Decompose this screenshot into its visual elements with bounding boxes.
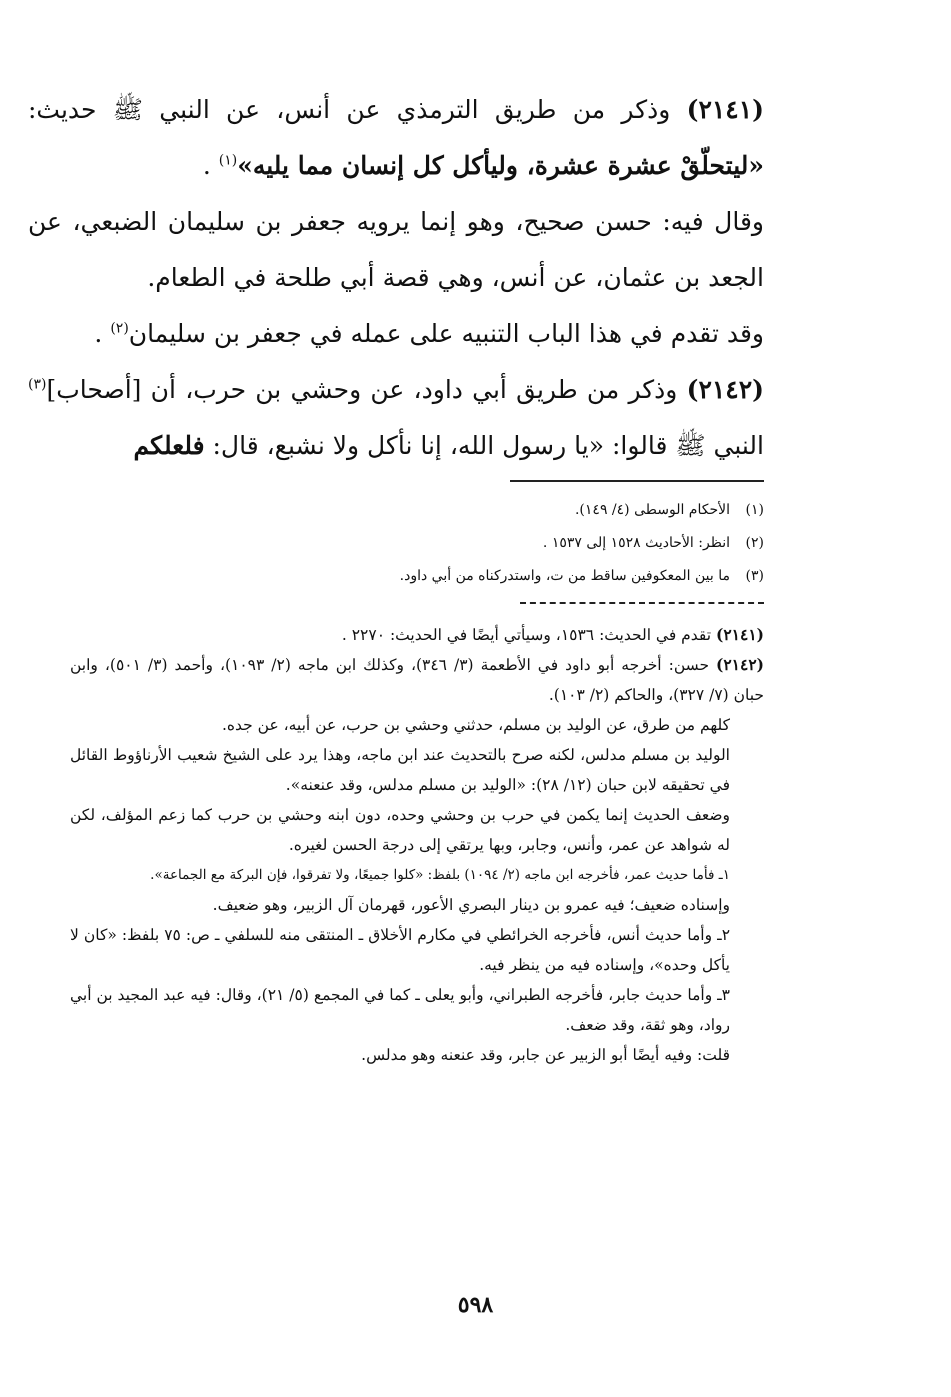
footnotes: [360, 494, 764, 593]
footnote-number: (٢): [745, 535, 764, 551]
footnote-number: (٣): [745, 568, 764, 584]
footnote-ref: (٣): [28, 376, 47, 393]
hadith-number: (٢١٤٢): [686, 375, 764, 404]
hadith-number: (٢١٤١): [686, 95, 764, 124]
footnote-text: انظر: الأحاديث ١٥٢٨ إلى ١٥٣٧ .: [542, 535, 730, 551]
commentary-line: الوليد بن مسلم مدلس، لكنه صرح بالتحديث عند ابن ماجه، وهذا يرد على الشيخ شعيب الأرناؤوط القائل في تحقيقه لابن حبان (١٢/ ٢٨): «الوليد بن مسلم مدلس، وقد عنعنه».: [70, 746, 730, 794]
footnote: [360, 560, 764, 593]
footnote-text: ما بين المعكوفين ساقط من ت، واستدركناه من أبي داود.: [399, 568, 730, 584]
commentary-line: ١ـ فأما حديث عمر، فأخرجه ابن ماجه (٢/ ١٠٩٤) بلفظ: «كلوا جميعًا، ولا تفرقوا، فإن البركة مع الجماعة».: [150, 867, 730, 883]
commentary-line: وضعف الحديث إنما يكمن في حرب بن وحشي وحده، دون ابنه وحشي بن حرب كما زعم المؤلف، لكن له شواهد عن عمر، وأنس، وجابر، وبها يرتقي إلى درجة الحسن لغيره.: [70, 806, 730, 854]
hadith-2142: [28, 362, 764, 474]
hadith-2141: [28, 82, 764, 194]
hadith-quote: «ليتحلّقْ عشرة عشرة، وليأكل كل إنسان مما يليه»: [237, 151, 764, 180]
commentary-line: وإسناده ضعيف؛ فيه عمرو بن دينار البصري الأعور، قهرمان آل الزبير، وهو ضعيف.: [212, 896, 730, 914]
punctuation: .: [202, 151, 219, 180]
footnote: [360, 527, 764, 560]
commentary-item: [70, 650, 764, 710]
commentary-item: [70, 620, 764, 650]
paragraph-text: وقد تقدم في هذا الباب التنبيه على عمله في جعفر بن سليمان: [128, 319, 764, 348]
commentary-number: (٢١٤٢): [716, 655, 765, 674]
commentary-text: حسن: أخرجه أبو داود في الأطعمة (٣/ ٣٤٦)، وكذلك ابن ماجه (٢/ ١٠٩٣)، وأحمد (٣/ ٥٠١)، وابن حبان (٧/ ٣٢٧)، والحاكم (٢/ ١٠٣).: [70, 656, 764, 704]
footnote-text: الأحكام الوسطى (٤/ ١٤٩).: [574, 502, 730, 518]
hadith-quote: فلعلكم: [133, 431, 205, 460]
commentary-line: ٣ـ وأما حديث جابر، فأخرجه الطبراني، وأبو يعلى ـ كما في المجمع (٥/ ٢١)، وقال: فيه عبد المجيد بن أبي رواد، وهو ثقة، وقد ضعف.: [70, 986, 730, 1034]
page-number: ٥٩٨: [457, 1292, 494, 1318]
commentary-line: قلت: وفيه أيضًا أبو الزبير عن جابر، وقد عنعنه وهو مدلس.: [361, 1046, 730, 1064]
footnote-number: (١): [745, 502, 764, 518]
footnote-ref: (٢): [110, 320, 129, 337]
footnote-divider: [510, 480, 764, 482]
punctuation: .: [94, 319, 111, 348]
commentary: [70, 620, 764, 1070]
commentary-number: (٢١٤١): [716, 625, 764, 644]
paragraph-reference: [28, 306, 764, 362]
footnote-ref: (١): [218, 152, 238, 169]
paragraph-comment: وقال فيه: حسن صحيح، وهو إنما يرويه جعفر بن سليمان الضبعي، عن الجعد بن عثمان، عن أنس، وهي قصة أبي طلحة في الطعام.: [28, 207, 764, 292]
hadith-text: النبي ﷺ قالوا: «يا رسول الله، إنا نأكل ولا نشبع، قال:: [204, 431, 764, 460]
hadith-text: وذكر من طريق أبي داود، عن وحشي بن حرب، أن [أصحاب]: [46, 375, 687, 404]
commentary-text: تقدم في الحديث: ١٥٣٦، وسيأتي أيضًا في الحديث: ٢٢٧٠ .: [341, 626, 716, 644]
hadith-text: وذكر من طريق الترمذي عن أنس، عن النبي ﷺ حديث:: [28, 95, 687, 124]
main-text: [28, 82, 764, 474]
footnote: [360, 494, 764, 527]
commentary-line: كلهم من طرق، عن الوليد بن مسلم، حدثني وحشي بن حرب، عن أبيه، عن جده.: [221, 716, 730, 734]
commentary-line: ٢ـ وأما حديث أنس، فأخرجه الخرائطي في مكارم الأخلاق ـ المنتقى منه للسلفي ـ ص: ٧٥ بلفظ: «كان لا يأكل وحده»، وإسناده فيه من ينظر فيه.: [70, 926, 731, 974]
commentary-divider: [520, 602, 764, 604]
